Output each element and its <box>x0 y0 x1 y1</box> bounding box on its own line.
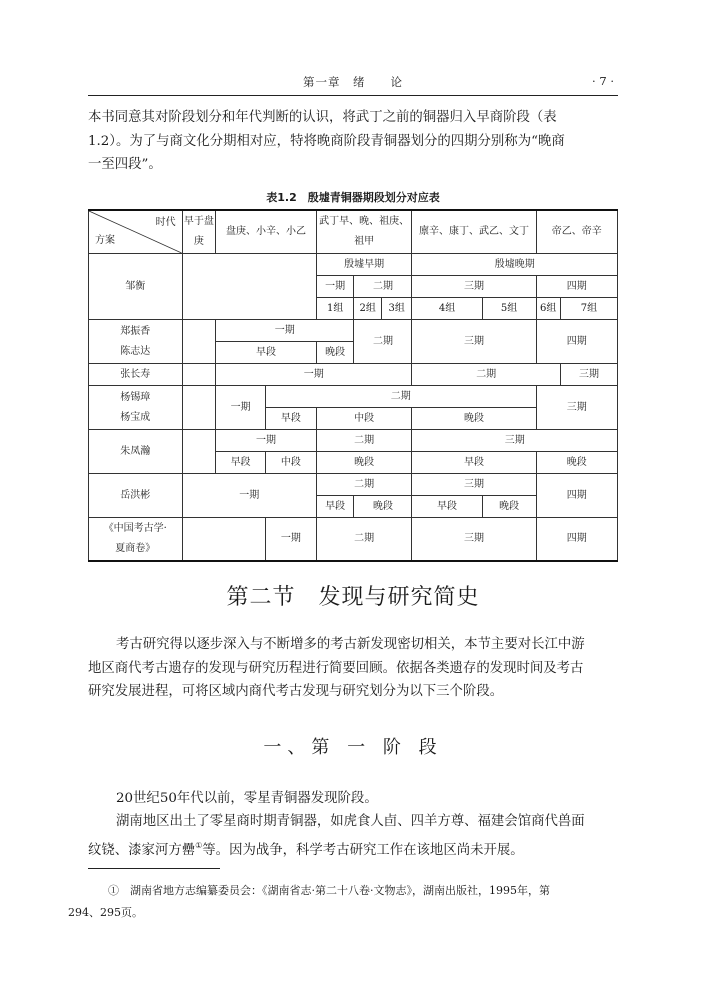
scheme-cell: 邹衡 <box>89 254 183 320</box>
scheme-cell <box>89 518 183 562</box>
body-paragraph <box>88 810 618 862</box>
phase-cell: 三期 <box>536 386 617 430</box>
intro-paragraph <box>88 106 618 177</box>
footnote-rule <box>88 868 220 869</box>
header-cell: 早于盘庚 <box>182 210 216 254</box>
phase-cell: 二期 <box>412 364 561 386</box>
phase-cell: 三期 <box>412 430 618 452</box>
scheme-name: 陈志达 <box>120 345 151 357</box>
scheme-name: 杨锡璋 <box>120 391 151 403</box>
phase-cell: 一期 <box>265 518 316 562</box>
empty-cell <box>182 430 216 474</box>
table-row <box>89 386 618 408</box>
footnote-marker[interactable]: ① <box>195 840 203 850</box>
period-correspondence-table <box>88 209 618 562</box>
text-line: 一至四段”。 <box>88 157 162 172</box>
scheme-name: 郑振香 <box>120 325 151 337</box>
table-row <box>89 320 618 342</box>
sub-phase-cell: 晚段 <box>316 452 412 474</box>
scheme-name: 杨宝成 <box>120 411 151 423</box>
group-cell: 7组 <box>560 298 617 320</box>
sub-phase-cell: 晚段 <box>482 496 536 518</box>
text-line: 湖南地区出土了零星商时期青铜器，如虎食人卣、四羊方尊、福建会馆商代兽面 <box>116 814 585 829</box>
group-cell: 2组 <box>354 298 381 320</box>
sub-phase-cell: 晚段 <box>536 452 617 474</box>
group-cell: 5组 <box>482 298 536 320</box>
body-paragraph: 20世纪50年代以前，零星青铜器发现阶段。 <box>116 791 378 806</box>
scheme-name: 《中国考古学· <box>103 523 167 534</box>
sub-phase-cell: 晚段 <box>354 496 412 518</box>
table-row <box>89 430 618 452</box>
scheme-cell: 岳洪彬 <box>89 474 183 518</box>
body-paragraph <box>88 633 618 704</box>
phase-cell: 三期 <box>412 320 536 364</box>
phase-cell: 二期 <box>354 276 412 298</box>
footnote-line: 294、295页。 <box>68 906 143 919</box>
text-line: 考古研究得以逐步深入与不断增多的考古新发现密切相关，本节主要对长江中游 <box>116 637 585 652</box>
footnote-line: ① 湖南省地方志编纂委员会：《湖南省志·第二十八卷·文物志》，湖南出版社，1995年，第 <box>108 884 550 897</box>
sub-phase-cell: 早段 <box>316 496 354 518</box>
table-row <box>89 254 618 276</box>
table-row <box>89 474 618 496</box>
phase-cell: 三期 <box>560 364 617 386</box>
text-line: 地区商代考古遗存的发现与研究历程进行简要回顾。依据各类遗存的发现时间及考古 <box>88 660 584 676</box>
phase-cell: 二期 <box>354 320 412 364</box>
scheme-name: 夏商卷》 <box>115 543 156 554</box>
page-number: · 7 · <box>592 74 614 88</box>
table-row <box>89 518 618 562</box>
empty-cell <box>182 386 216 430</box>
sub-phase-cell: 早段 <box>412 452 536 474</box>
subsection-title: 一、第 一 阶 段 <box>263 737 443 758</box>
text-line: 本书同意其对阶段划分和年代判断的认识，将武丁之前的铜器归入早商阶段（表 <box>88 110 557 125</box>
phase-cell: 二期 <box>265 386 536 408</box>
phase-cell: 四期 <box>536 518 617 562</box>
phase-cell: 三期 <box>412 518 536 562</box>
text-line: 纹铙、漆家河方罍 <box>88 842 196 858</box>
empty-cell <box>182 364 216 386</box>
group-cell: 4组 <box>412 298 482 320</box>
table-header-row <box>89 210 618 254</box>
empty-cell <box>182 518 265 562</box>
phase-cell: 二期 <box>316 474 412 496</box>
running-head <box>88 74 618 92</box>
corner-cell <box>89 210 183 254</box>
sub-phase-cell: 早段 <box>412 496 482 518</box>
scheme-cell <box>89 320 183 364</box>
period-cell: 殷墟晚期 <box>412 254 618 276</box>
header-cell: 廪辛、康丁、武乙、文丁 <box>412 210 536 254</box>
phase-cell: 一期 <box>216 430 317 452</box>
phase-cell: 四期 <box>536 276 617 298</box>
sub-phase-cell: 中段 <box>265 452 316 474</box>
corner-era-label: 时代 <box>155 217 176 228</box>
phase-cell: 四期 <box>536 474 617 518</box>
footnote <box>68 880 618 924</box>
table-caption: 表1.2 殷墟青铜器期段划分对应表 <box>266 191 440 204</box>
header-cell: 武丁早、晚、祖庚、祖甲 <box>316 210 412 254</box>
sub-phase-cell: 早段 <box>216 452 266 474</box>
group-cell: 6组 <box>536 298 560 320</box>
group-cell: 1组 <box>316 298 354 320</box>
phase-cell: 一期 <box>182 474 316 518</box>
text-line: 等。因为战争，科学考古研究工作在该地区尚未开展。 <box>202 842 524 858</box>
empty-cell <box>182 320 216 364</box>
header-rule <box>88 95 618 96</box>
phase-cell: 一期 <box>216 364 412 386</box>
sub-phase-cell: 中段 <box>316 408 412 430</box>
phase-cell: 三期 <box>412 276 536 298</box>
header-cell: 帝乙、帝辛 <box>536 210 617 254</box>
period-cell: 殷墟早期 <box>316 254 412 276</box>
corner-scheme-label: 方案 <box>95 235 115 246</box>
phase-cell: 四期 <box>536 320 617 364</box>
sub-phase-cell: 晚段 <box>316 342 354 364</box>
scheme-cell: 张长寿 <box>89 364 183 386</box>
phase-cell: 二期 <box>316 518 412 562</box>
phase-cell: 三期 <box>412 474 536 496</box>
sub-phase-cell: 早段 <box>265 408 316 430</box>
chapter-title: 第一章 绪 论 <box>303 75 403 89</box>
sub-phase-cell: 早段 <box>216 342 317 364</box>
sub-phase-cell: 晚段 <box>412 408 536 430</box>
text-line: 1.2）。为了与商文化分期相对应，特将晚商阶段青铜器划分的四期分别称为“晚商 <box>88 133 565 149</box>
scheme-cell <box>89 386 183 430</box>
phase-cell: 二期 <box>316 430 412 452</box>
phase-cell: 一期 <box>316 276 354 298</box>
header-cell: 盘庚、小辛、小乙 <box>216 210 317 254</box>
text-line: 研究发展进程，可将区域内商代考古发现与研究划分为以下三个阶段。 <box>88 684 504 699</box>
table-row <box>89 364 618 386</box>
scheme-cell: 朱凤瀚 <box>89 430 183 474</box>
phase-cell: 一期 <box>216 320 354 342</box>
empty-cell <box>182 254 316 320</box>
group-cell: 3组 <box>381 298 412 320</box>
section-title: 第二节 发现与研究简史 <box>226 585 480 610</box>
phase-cell: 一期 <box>216 386 266 430</box>
